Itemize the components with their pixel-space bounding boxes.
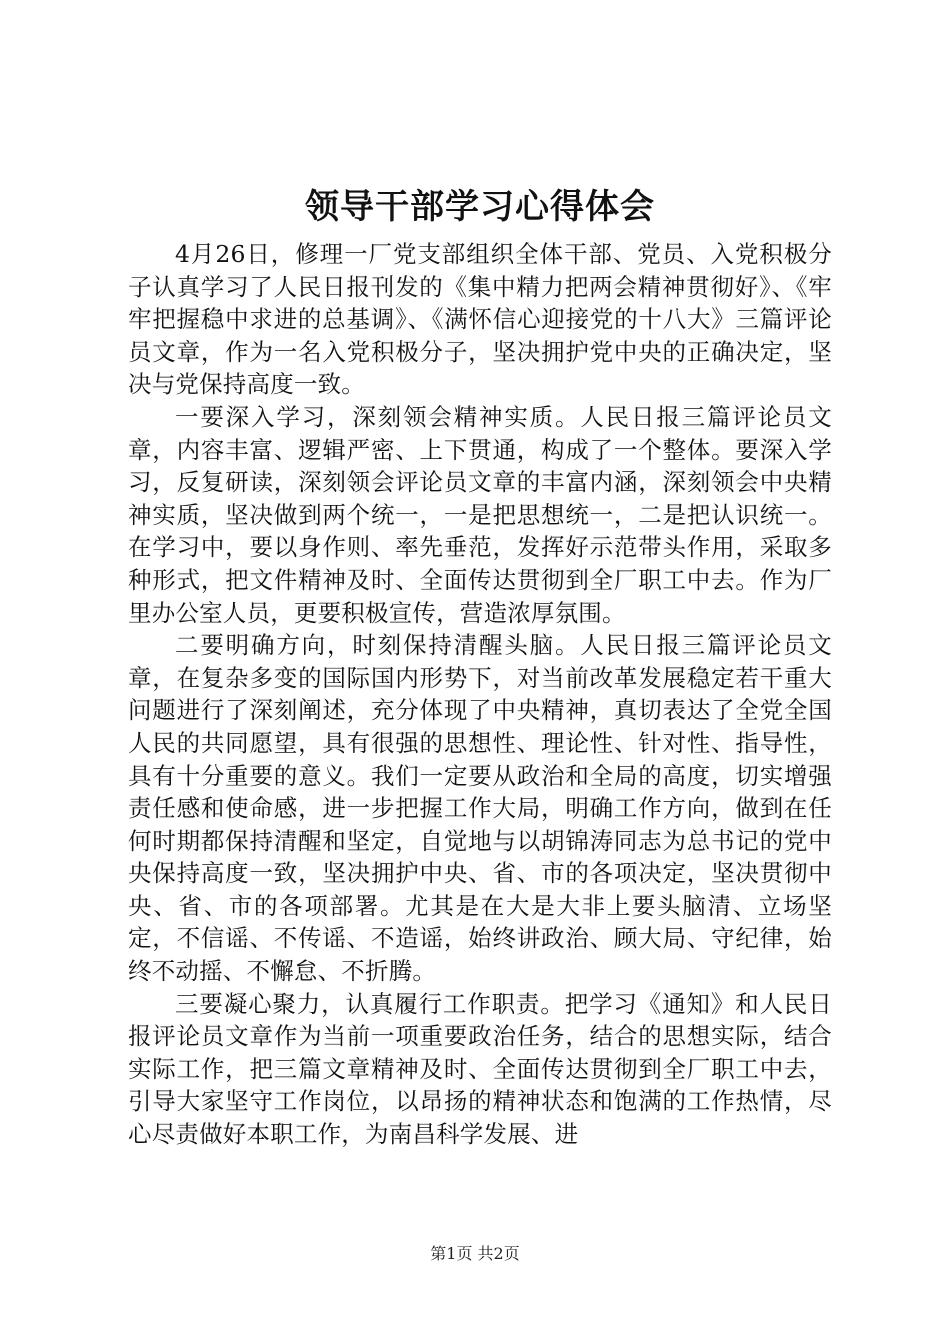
document-title: 领导干部学习心得体会 (305, 187, 655, 227)
paragraph-point-three: 三要凝心聚力，认真履行工作职责。把学习《通知》和人民日报评论员文章作为当前一项重要政治任务，结合的思想实际，结合实际工作，把三篇文章精神及时、全面传达贯彻到全厂职工中去，引导大家坚守工作岗位，以昂扬的精神状态和饱满的工作热情，尽心尽责做好本职工作，为南昌科学发展、进 (128, 989, 832, 1149)
document-page (128, 182, 832, 1151)
paragraph-point-two: 二要明确方向，时刻保持清醒头脑。人民日报三篇评论员文章，在复杂多变的国际国内形势下，对当前改革发展稳定若干重大问题进行了深刻阐述，充分体现了中央精神，真切表达了全党全国人民的共同愿望，具有很强的思想性、理论性、针对性、指导性，具有十分重要的意义。我们一定要从政治和全局的高度，切实增强责任感和使命感，进一步把握工作大局，明确工作方向，做到在任何时期都保持清醒和坚定，自觉地与以胡锦涛同志为总书记的党中央保持高度一致，坚决拥护中央、省、市的各项决定，坚决贯彻中央、省、市的各项部署。尤其是在大是大非上要头脑清、立场坚定，不信谣、不传谣、不造谣，始终讲政治、顾大局、守纪律，始终不动摇、不懈怠、不折腾。 (128, 631, 832, 986)
paragraph-intro: 4月26日，修理一厂党支部组织全体干部、党员、入党积极分子认真学习了人民日报刊发的《集中精力把两会精神贯彻好》、《牢牢把握稳中求进的总基调》、《满怀信心迎接党的十八大》三篇评论员文章，作为一名入党积极分子，坚决拥护党中央的正确决定，坚决与党保持高度一致。 (128, 240, 832, 399)
page-footer (0, 1242, 950, 1266)
paragraph-point-one: 一要深入学习，深刻领会精神实质。人民日报三篇评论员文章，内容丰富、逻辑严密、上下贯通，构成了一个整体。要深入学习，反复研读，深刻领会评论员文章的丰富内涵，深刻领会中央精神实质，坚决做到两个统一，一是把思想统一，二是把认识统一。在学习中，要以身作则、率先垂范，发挥好示范带头作用，采取多种形式，把文件精神及时、全面传达贯彻到全厂职工中去。作为厂里办公室人员，更要积极宣传，营造浓厚氛围。 (128, 402, 832, 627)
page-number: 第1页 共2页 (430, 1244, 520, 1263)
